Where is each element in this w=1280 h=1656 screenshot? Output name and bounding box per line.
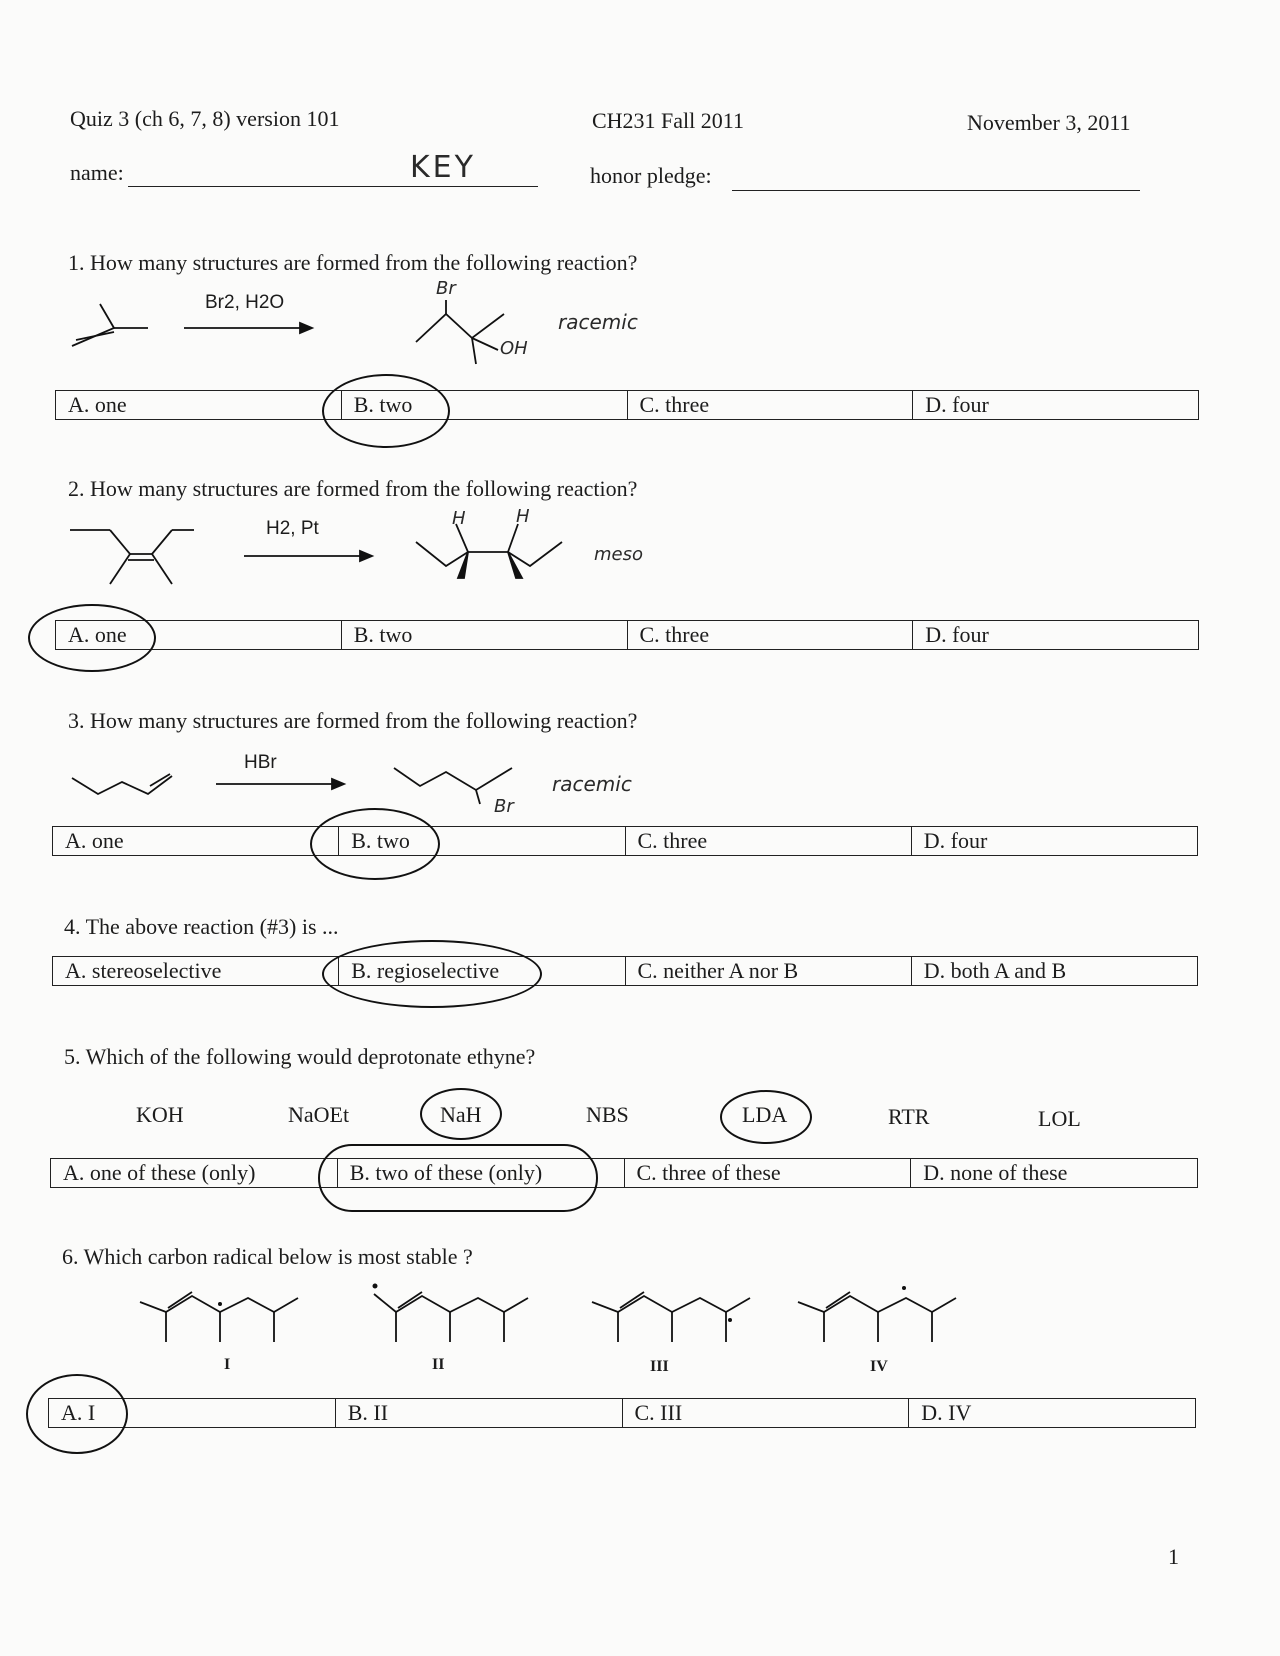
q4-option-c[interactable]: C. neither A nor B bbox=[625, 957, 911, 985]
q3-option-b[interactable]: B. two bbox=[338, 827, 624, 855]
q4-option-d[interactable]: D. both A and B bbox=[911, 957, 1197, 985]
pledge-line bbox=[732, 190, 1140, 191]
q5-answer-row bbox=[50, 1158, 1198, 1188]
q5-choice-rtr: RTR bbox=[888, 1104, 930, 1129]
q5-choice-lda: LDA bbox=[742, 1102, 788, 1127]
q6-radical-structure-1 bbox=[138, 1290, 304, 1348]
q3-note: racemic bbox=[552, 772, 632, 796]
q2-option-d[interactable]: D. four bbox=[912, 621, 1198, 649]
q5-option-b[interactable]: B. two of these (only) bbox=[337, 1159, 624, 1187]
q1-answer-row bbox=[55, 390, 1199, 420]
q6-radical-structure-4 bbox=[796, 1290, 962, 1348]
question-4-text: 4. The above reaction (#3) is ... bbox=[64, 914, 339, 939]
q2-answer-circle bbox=[28, 604, 156, 672]
q3-arrow bbox=[214, 776, 349, 792]
q3-reactant-structure bbox=[70, 772, 174, 798]
q4-answer-row bbox=[52, 956, 1198, 986]
q5-choice-lol: LOL bbox=[1038, 1106, 1081, 1131]
q2-arrow bbox=[242, 548, 377, 564]
q5-lda-circle bbox=[720, 1090, 812, 1144]
q6-label-1: I bbox=[224, 1356, 231, 1373]
q2-note: meso bbox=[594, 544, 643, 565]
q3-option-a[interactable]: A. one bbox=[65, 828, 124, 853]
q4-option-a[interactable]: A. stereoselective bbox=[65, 958, 222, 983]
name-value: KEY bbox=[410, 150, 476, 185]
q5-choice-naoet: NaOEt bbox=[288, 1102, 350, 1127]
question-3-text: 3. How many structures are formed from the following reaction? bbox=[68, 708, 638, 733]
q5-choice-nah: NaH bbox=[440, 1102, 482, 1127]
q3-answer-row bbox=[52, 826, 1198, 856]
q6-label-3: III bbox=[650, 1358, 669, 1375]
q1-note: racemic bbox=[558, 310, 638, 334]
q1-arrow bbox=[182, 320, 317, 336]
q1-option-b[interactable]: B. two bbox=[341, 391, 627, 419]
q4-option-b[interactable]: B. regioselective bbox=[338, 957, 624, 985]
q6-answer-row bbox=[48, 1398, 1196, 1428]
question-5-text: 5. Which of the following would deprotonate ethyne? bbox=[64, 1044, 536, 1069]
question-6-text: 6. Which carbon radical below is most stable ? bbox=[62, 1244, 473, 1269]
q1-option-c[interactable]: C. three bbox=[627, 391, 913, 419]
date-label: November 3, 2011 bbox=[967, 110, 1131, 135]
q2-label-h1: H bbox=[452, 508, 466, 529]
q2-answer-row bbox=[55, 620, 1199, 650]
q1-label-br: Br bbox=[436, 278, 456, 299]
q5-option-d[interactable]: D. none of these bbox=[910, 1159, 1197, 1187]
q3-label-br: Br bbox=[494, 796, 514, 817]
q2-label-h2: H bbox=[516, 506, 530, 527]
q6-radical-structure-3 bbox=[590, 1290, 756, 1348]
q6-option-c[interactable]: C. III bbox=[622, 1399, 909, 1427]
q6-option-a[interactable]: A. I bbox=[61, 1400, 96, 1425]
q1-option-a[interactable]: A. one bbox=[68, 392, 127, 417]
q2-option-c[interactable]: C. three bbox=[627, 621, 913, 649]
q1-option-d[interactable]: D. four bbox=[912, 391, 1198, 419]
q5-answer-circle bbox=[318, 1144, 598, 1212]
q3-reagent: HBr bbox=[244, 752, 277, 773]
q2-option-b[interactable]: B. two bbox=[341, 621, 627, 649]
q3-option-c[interactable]: C. three bbox=[625, 827, 911, 855]
q1-label-oh: OH bbox=[500, 338, 528, 359]
q2-product-structure bbox=[412, 520, 572, 580]
q6-label-4: IV bbox=[870, 1358, 888, 1375]
q5-choice-koh: KOH bbox=[136, 1102, 184, 1127]
q6-radical-structure-2 bbox=[368, 1290, 534, 1348]
question-1-text: 1. How many structures are formed from the following reaction? bbox=[68, 250, 638, 275]
pledge-label: honor pledge: bbox=[590, 163, 712, 188]
q3-option-d[interactable]: D. four bbox=[911, 827, 1197, 855]
q6-label-2: II bbox=[432, 1356, 445, 1373]
name-line bbox=[128, 186, 538, 187]
q1-reagent: Br2, H2O bbox=[205, 292, 285, 313]
course-label: CH231 Fall 2011 bbox=[592, 108, 744, 133]
q2-reactant-structure bbox=[68, 524, 196, 586]
q5-nah-circle bbox=[420, 1088, 502, 1140]
page-number: 1 bbox=[1168, 1544, 1179, 1569]
q3-answer-circle bbox=[310, 808, 440, 880]
q5-choice-nbs: NBS bbox=[586, 1102, 629, 1127]
q5-option-a[interactable]: A. one of these (only) bbox=[63, 1160, 256, 1185]
q4-answer-circle bbox=[322, 940, 542, 1008]
q6-option-d[interactable]: D. IV bbox=[908, 1399, 1195, 1427]
q2-option-a[interactable]: A. one bbox=[68, 622, 127, 647]
question-2-text: 2. How many structures are formed from the following reaction? bbox=[68, 476, 638, 501]
q6-option-b[interactable]: B. II bbox=[335, 1399, 622, 1427]
name-label: name: bbox=[70, 160, 124, 185]
quiz-title: Quiz 3 (ch 6, 7, 8) version 101 bbox=[70, 106, 340, 131]
q5-option-c[interactable]: C. three of these bbox=[624, 1159, 911, 1187]
q2-reagent: H2, Pt bbox=[266, 518, 319, 539]
q6-answer-circle bbox=[26, 1374, 128, 1454]
q1-reactant-structure bbox=[70, 298, 150, 348]
q1-answer-circle bbox=[322, 374, 450, 448]
